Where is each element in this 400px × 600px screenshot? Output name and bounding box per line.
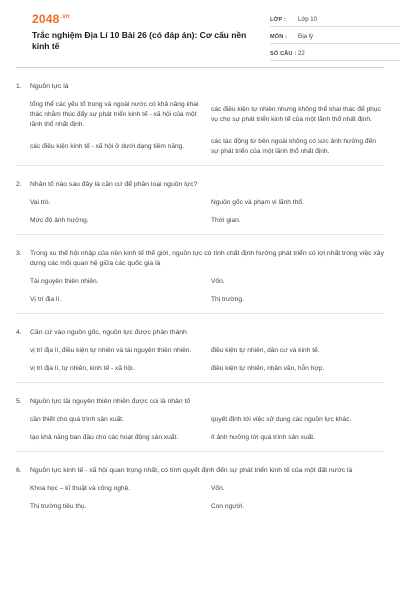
- answer-option[interactable]: tổng thể các yếu tố trong và ngoài nước có khả năng khai thác nhằm thúc đẩy sự phát triển kinh tế - xã hội của một lãnh thổ nhất định.: [30, 101, 199, 128]
- question-number: 4.: [16, 328, 22, 336]
- question-number: 1.: [16, 83, 22, 90]
- answer-option[interactable]: vị trí địa lí, điều kiện tự nhiên và tài nguyên thiên nhiên.: [30, 347, 192, 355]
- answer-options: [30, 100, 384, 157]
- header: [16, 0, 384, 62]
- answer-option[interactable]: vị trí địa lí, tự nhiên, kinh tế - xã hội.: [30, 365, 135, 373]
- site-logo[interactable]: [32, 12, 70, 26]
- question-number: 5.: [16, 397, 22, 405]
- answer-option[interactable]: Con người.: [211, 503, 245, 511]
- answer-options: [30, 484, 384, 512]
- meta-label: SỐ CÂU :: [270, 51, 297, 57]
- answer-option[interactable]: Thị trường.: [211, 296, 244, 304]
- question-text: Nguồn lực kinh tế - xã hội quan trọng nhất, có tính quyết định đến sự phát triển kinh tế của một đất nước là: [30, 466, 353, 474]
- meta-row-count: [270, 48, 400, 61]
- answer-option[interactable]: điều kiện tự nhiên, dân cư và kinh tế.: [211, 347, 320, 355]
- question: [16, 245, 384, 314]
- answer-option[interactable]: các điều kiện tự nhiên nhưng không thể khai thác để phục vụ cho sự phát triển kinh tế của một lãnh thổ nhất định.: [211, 105, 381, 123]
- question: [16, 78, 384, 166]
- answer-option[interactable]: Khoa học – kĩ thuật và công nghệ.: [30, 485, 131, 493]
- logo-suffix: .vn: [60, 14, 70, 20]
- meta-value: Lớp 10: [298, 17, 317, 23]
- answer-option[interactable]: Nguồn gốc và phạm vi lãnh thổ.: [211, 199, 304, 207]
- answer-option[interactable]: Mức độ ảnh hưởng.: [30, 217, 89, 225]
- logo-text: 2048: [32, 12, 60, 26]
- meta-label: LỚP :: [270, 17, 286, 23]
- question-list: [16, 78, 384, 530]
- answer-option[interactable]: Vốn.: [211, 485, 225, 493]
- question-text: Nguồn lực là: [30, 83, 69, 90]
- answer-option[interactable]: Thời gian.: [211, 217, 241, 225]
- question: [16, 393, 384, 452]
- question: [16, 176, 384, 235]
- question: [16, 462, 384, 520]
- question-number: 6.: [16, 466, 22, 474]
- question: [16, 324, 384, 383]
- meta-value: 22: [298, 51, 305, 57]
- answer-options: [30, 346, 384, 374]
- question-text: Trong xu thế hội nhập của nền kinh tế thế giới, nguồn lực có tính chất định hướng phát triển có lợi nhất trong việc xây dựng các mối quan hệ giữa các quốc gia là: [30, 249, 384, 267]
- question-number: 2.: [16, 180, 22, 188]
- meta-row-class: [270, 14, 400, 27]
- meta-label: MÔN :: [270, 34, 288, 40]
- answer-option[interactable]: Vốn.: [211, 278, 225, 286]
- answer-option[interactable]: Thị trường tiêu thụ.: [30, 503, 87, 511]
- answer-option[interactable]: Vai trò.: [30, 199, 51, 207]
- meta-info: [270, 14, 400, 65]
- answer-option[interactable]: các tác động từ bên ngoài không có sức ảnh hưởng đến sự phát triển của một lãnh thổ nhất định.: [211, 138, 376, 156]
- question-text: Căn cứ vào nguồn gốc, nguồn lực được phân thành: [30, 328, 187, 336]
- answer-option[interactable]: tạo khả năng ban đầu cho các hoạt động sản xuất.: [30, 434, 179, 442]
- answer-options: [30, 415, 384, 443]
- question-text: Nhân tố nào sau đây là căn cứ để phân loại nguồn lực?: [30, 180, 198, 188]
- answer-option[interactable]: Tài nguyên thiên nhiên.: [30, 278, 99, 286]
- answer-options: [30, 277, 384, 305]
- page-title: Trắc nghiệm Địa Lí 10 Bài 26 (có đáp án): Cơ cấu nền kinh tế: [32, 30, 247, 51]
- meta-value: Địa lý: [298, 34, 314, 40]
- answer-option[interactable]: Vị trí địa lí.: [30, 296, 62, 304]
- answer-option[interactable]: các điều kiện kinh tế - xã hội ở dưới dạng tiềm năng.: [30, 143, 185, 151]
- answer-option[interactable]: cần thiết cho quá trình sản xuất.: [30, 416, 124, 424]
- header-divider: [16, 67, 384, 68]
- meta-row-subject: [270, 31, 400, 44]
- answer-option[interactable]: ít ảnh hưởng tới quá trình sản xuất.: [211, 434, 315, 442]
- answer-option[interactable]: quyết định tới việc sử dụng các nguồn lực khác.: [211, 416, 352, 424]
- answer-option[interactable]: điều kiện tự nhiên, nhân văn, hỗn hợp.: [211, 365, 325, 373]
- question-text: Nguồn lực tài nguyên thiên nhiên được coi là nhân tố: [30, 397, 191, 405]
- question-number: 3.: [16, 249, 22, 257]
- answer-options: [30, 198, 384, 226]
